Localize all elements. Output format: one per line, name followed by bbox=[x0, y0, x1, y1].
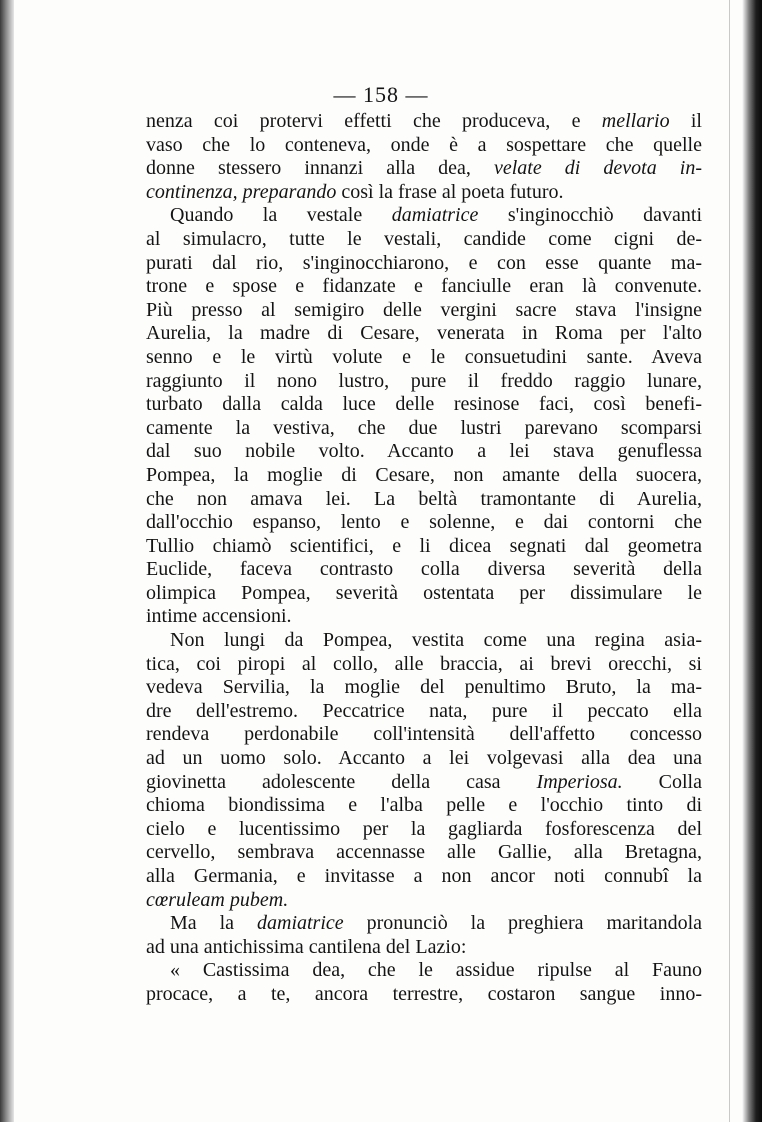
text-segment: alla Germania, e invitasse a non ancor noti connubî la bbox=[146, 865, 702, 887]
text-segment: rendeva perdonabile coll'intensità dell'affetto concesso bbox=[146, 723, 702, 746]
italic-segment: continenza, preparando bbox=[146, 180, 337, 203]
text-segment: Tullio chiamò scientifici, e li dicea segnati dal geometra bbox=[146, 534, 702, 557]
text-segment: olimpica Pompea, severità ostentata per dissimulare le bbox=[146, 581, 702, 604]
text-line bbox=[146, 322, 702, 346]
text-line bbox=[146, 912, 702, 936]
text-segment: pronunciò la preghiera maritandola bbox=[343, 912, 703, 935]
text-segment: cielo e lucentissimo per la gagliarda fosforescenza del bbox=[146, 817, 702, 840]
italic-segment: mellario bbox=[601, 110, 670, 132]
italic-segment: Imperiosa. bbox=[536, 770, 623, 793]
text-line bbox=[146, 936, 702, 960]
text-line bbox=[146, 700, 702, 724]
text-line bbox=[146, 346, 702, 370]
text-line bbox=[146, 417, 702, 441]
text-segment: dall'occhio espanso, lento e solenne, e dai contorni che bbox=[146, 511, 702, 534]
text-segment: s'inginocchiò davanti bbox=[478, 204, 703, 227]
text-line bbox=[146, 511, 702, 535]
text-line bbox=[146, 889, 702, 913]
text-line bbox=[146, 228, 702, 252]
text-line bbox=[146, 841, 702, 865]
text-line bbox=[146, 157, 702, 181]
text-line bbox=[146, 275, 702, 299]
text-line bbox=[146, 252, 702, 276]
text-line bbox=[146, 771, 702, 795]
text-line bbox=[146, 370, 702, 394]
text-segment: vaso che lo conteneva, onde è a sospettare che quelle bbox=[146, 133, 702, 156]
text-segment: purati dal rio, s'inginocchiarono, e con esse quante ma- bbox=[146, 251, 702, 274]
text-line bbox=[146, 959, 702, 983]
text-line bbox=[146, 393, 702, 417]
text-segment: chioma biondissima e l'alba pelle e l'occhio tinto di bbox=[146, 794, 702, 817]
text-segment: donne stessero innanzi alla dea, bbox=[146, 157, 494, 180]
text-segment: giovinetta adolescente della casa bbox=[146, 770, 537, 793]
text-segment: al simulacro, tutte le vestali, candide come cigni de- bbox=[146, 227, 702, 250]
text-line bbox=[146, 676, 702, 700]
text-segment: camente la vestiva, che due lustri parevano scomparsi bbox=[146, 416, 702, 439]
page-number: — 158 — bbox=[333, 82, 429, 107]
right-page-crease bbox=[729, 0, 730, 1122]
text-segment: raggiunto il nono lustro, pure il freddo raggio lunare, bbox=[146, 369, 702, 392]
text-line bbox=[146, 535, 702, 559]
text-segment: intime accensioni. bbox=[146, 605, 292, 628]
text-segment: dal suo nobile volto. Accanto a lei stava genuflessa bbox=[146, 440, 702, 463]
text-segment: ad una antichissima cantilena del Lazio: bbox=[146, 935, 467, 958]
text-line bbox=[146, 983, 702, 1007]
text-line bbox=[146, 653, 702, 677]
italic-segment: cœruleam pubem. bbox=[146, 888, 289, 911]
italic-segment: velate di devota in- bbox=[494, 157, 703, 180]
text-segment: così la frase al poeta futuro. bbox=[336, 180, 564, 203]
text-segment: Ma la bbox=[170, 912, 257, 935]
text-line bbox=[146, 629, 702, 653]
text-segment: ad un uomo solo. Accanto a lei volgevasi alla dea una bbox=[146, 747, 702, 770]
text-segment: dre dell'estremo. Peccatrice nata, pure il peccato ella bbox=[146, 699, 702, 722]
text-segment: turbato dalla calda luce delle resinose faci, così benefi- bbox=[146, 393, 702, 416]
text-segment: cervello, sembrava accennasse alle Gallie, alla Bretagna, bbox=[146, 841, 702, 864]
text-segment: Pompea, la moglie di Cesare, non amante della suocera, bbox=[146, 463, 702, 486]
text-line bbox=[146, 110, 702, 134]
right-page-edge-shadow bbox=[742, 0, 762, 1122]
text-line bbox=[146, 794, 702, 818]
text-segment: che non amava lei. La beltà tramontante di Aurelia, bbox=[146, 487, 702, 510]
text-line bbox=[146, 464, 702, 488]
text-line bbox=[146, 605, 702, 629]
italic-segment: damiatrice bbox=[257, 912, 344, 935]
text-line bbox=[146, 488, 702, 512]
italic-segment: damiatrice bbox=[391, 204, 479, 227]
text-segment: Colla bbox=[622, 770, 702, 793]
text-line bbox=[146, 299, 702, 323]
text-segment: trone e spose e fidanzate e fanciulle eran là convenute. bbox=[146, 275, 702, 298]
body-text bbox=[146, 110, 702, 1007]
text-segment: il bbox=[669, 110, 702, 132]
text-line bbox=[146, 204, 702, 228]
text-line bbox=[146, 747, 702, 771]
text-segment: tica, coi piropi al collo, alle braccia, ai brevi orecchi, si bbox=[146, 652, 702, 675]
text-segment: Euclide, faceva contrasto colla diversa severità della bbox=[146, 558, 702, 581]
text-segment: senno e le virtù volute e le consuetudini sante. Aveva bbox=[146, 345, 702, 368]
text-segment: vedeva Servilia, la moglie del penultimo Bruto, la ma- bbox=[146, 676, 702, 699]
text-segment: Non lungi da Pompea, vestita come una regina asia- bbox=[170, 629, 702, 652]
text-segment: Aurelia, la madre di Cesare, venerata in Roma per l'alto bbox=[146, 322, 702, 345]
text-segment: procace, a te, ancora terrestre, costaron sangue inno- bbox=[146, 982, 702, 1005]
text-line bbox=[146, 723, 702, 747]
text-line bbox=[146, 181, 702, 205]
text-line bbox=[146, 134, 702, 158]
text-segment: Più presso al semigiro delle vergini sacre stava l'insigne bbox=[146, 298, 702, 321]
text-line bbox=[146, 818, 702, 842]
text-segment: « Castissima dea, che le assidue ripulse al Fauno bbox=[170, 959, 702, 982]
text-segment: nenza coi protervi effetti che produceva, e bbox=[146, 110, 602, 132]
text-line bbox=[146, 865, 702, 889]
text-segment: Quando la vestale bbox=[170, 204, 392, 227]
text-line bbox=[146, 582, 702, 606]
text-line bbox=[146, 440, 702, 464]
text-line bbox=[146, 558, 702, 582]
left-page-edge-shadow bbox=[0, 0, 14, 1122]
